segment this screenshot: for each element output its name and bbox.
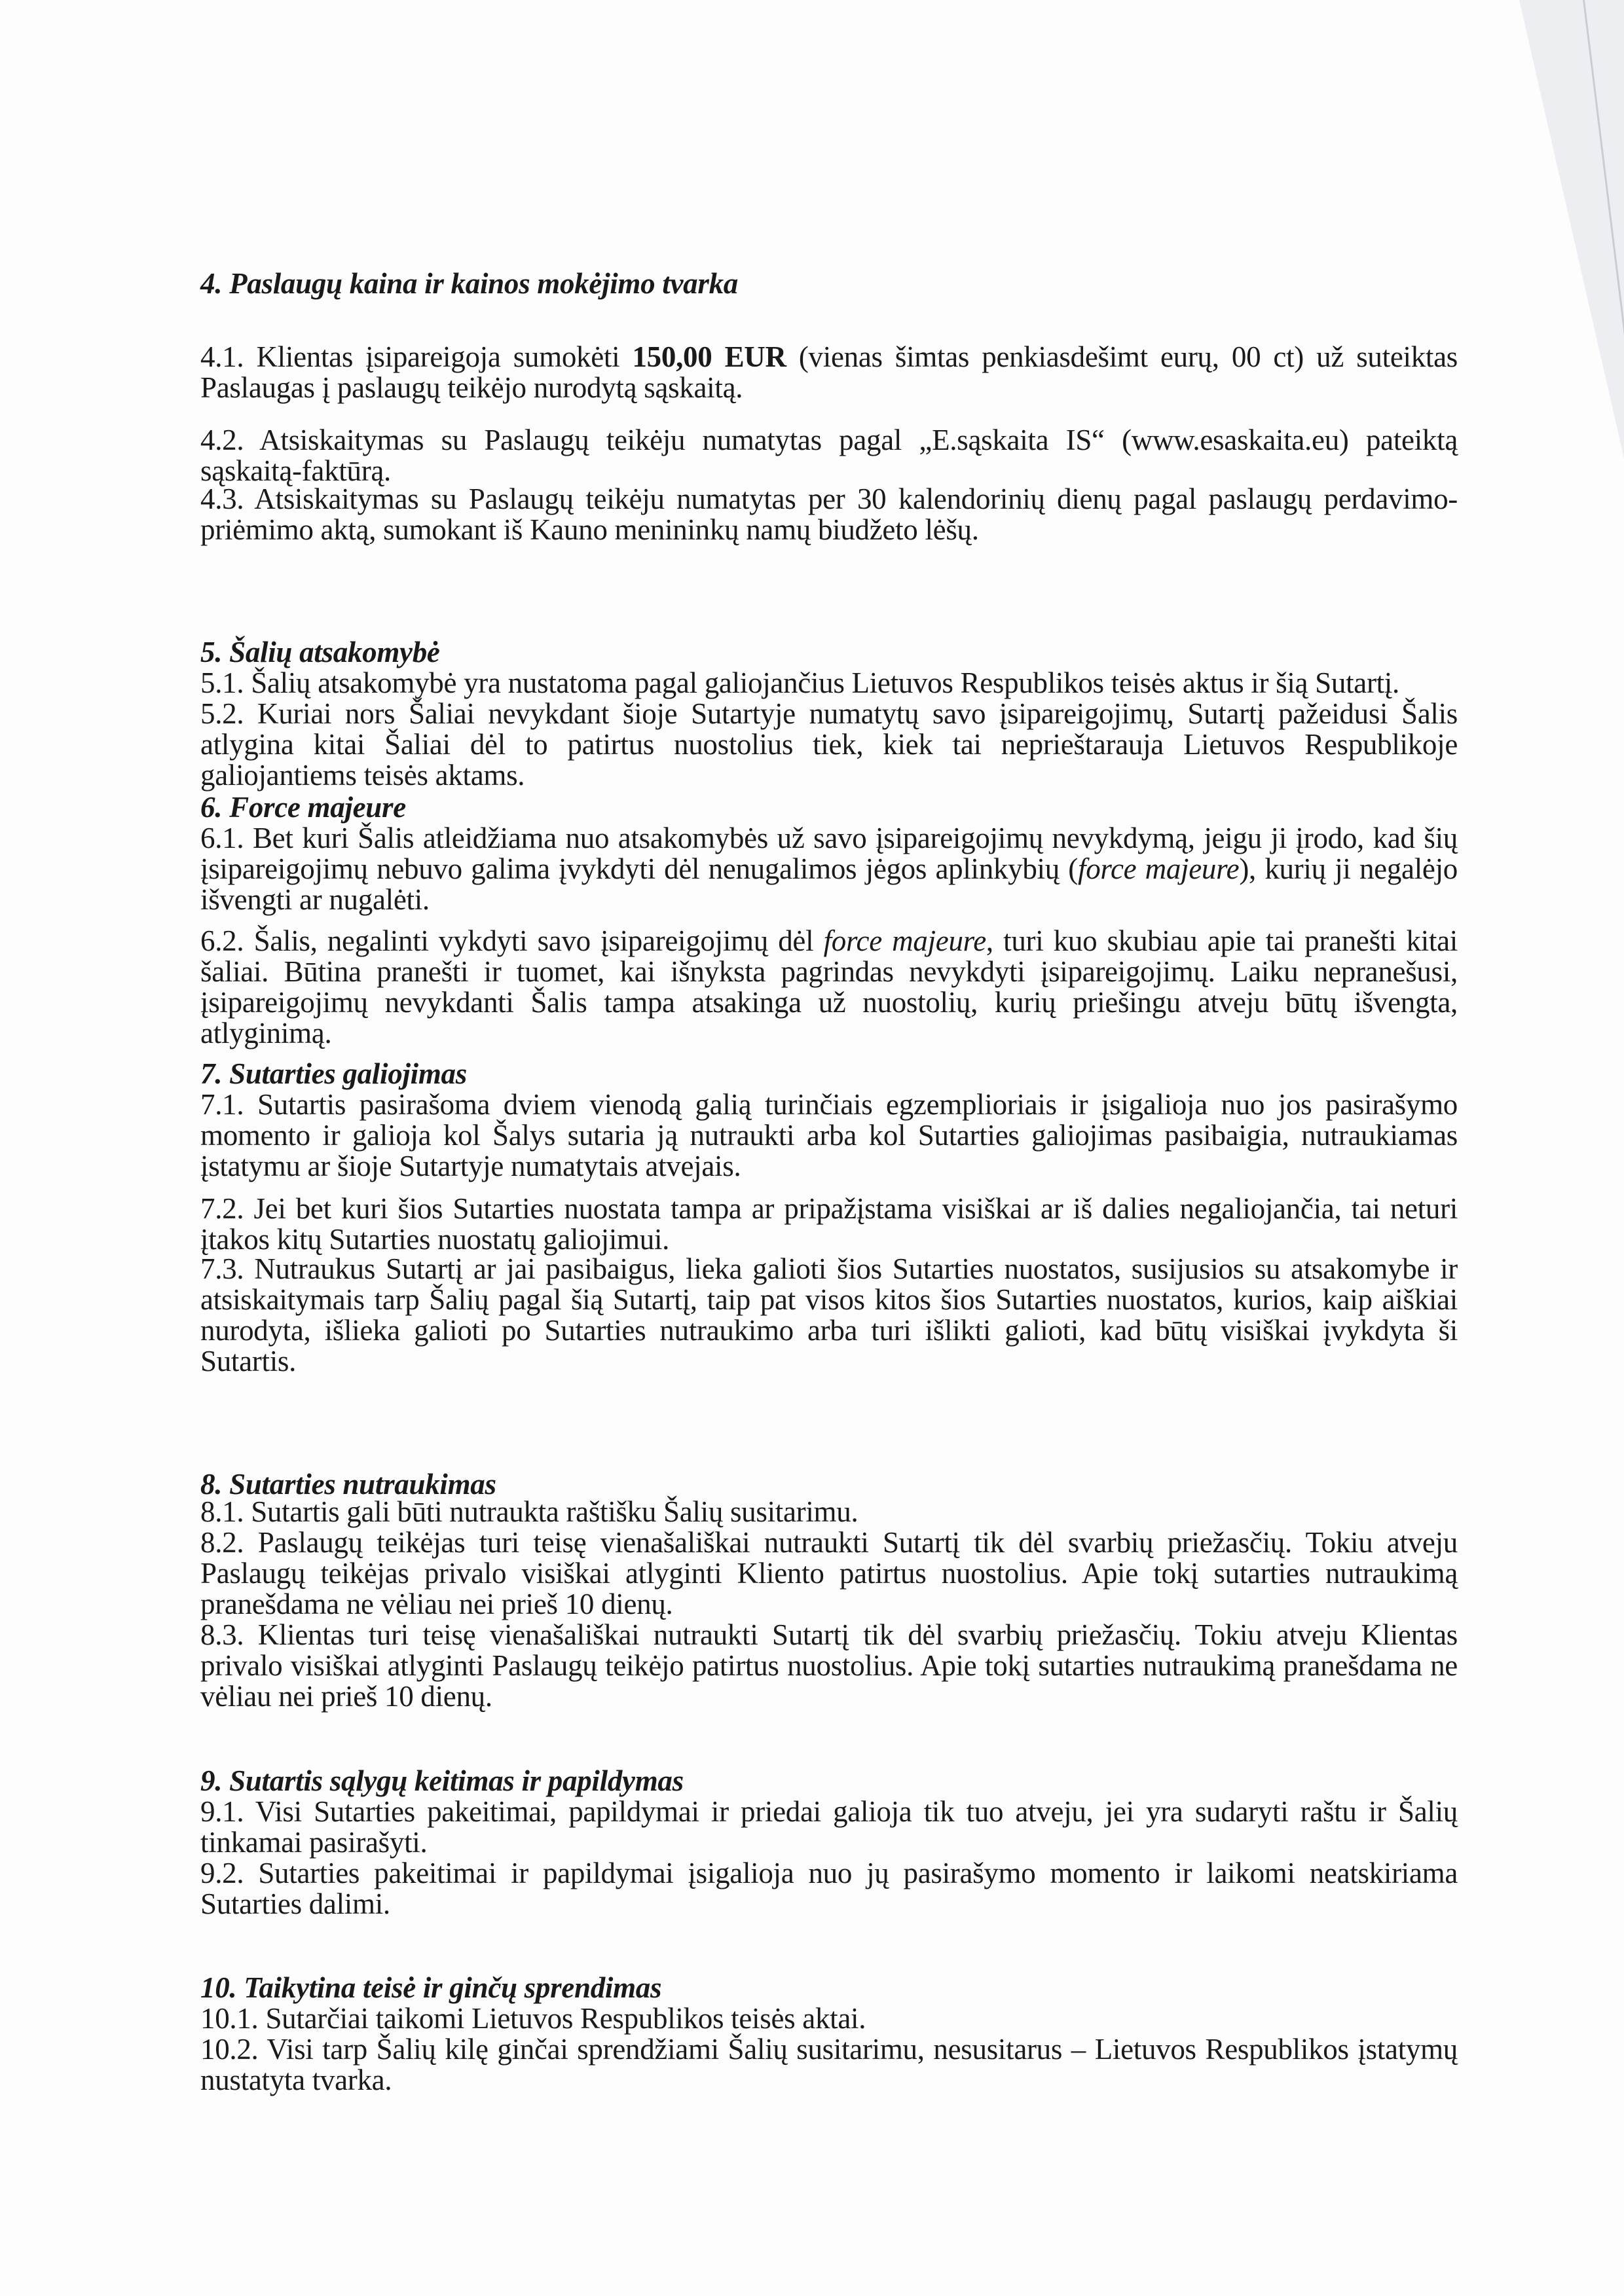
clause-10-1: 10.1. Sutarčiai taikomi Lietuvos Respublikos teisės aktai. — [200, 2002, 866, 2035]
clause-text: (vienas šimtas penkiasdešimt eurų, 00 ct) už suteiktas Paslaugas į paslaugų teikėjo nurodytą sąskaitą. — [200, 340, 1458, 404]
section-6-heading: 6. Force majeure — [200, 791, 406, 824]
clause-8-2: 8.2. Paslaugų teikėjas turi teisę vienašališkai nutraukti Sutartį tik dėl svarbių priežasčių. Tokiu atveju Paslaugų teikėjas privalo visiškai atlyginti Kliento patirtus nuostolius. Apie tokį sutarties nutraukimą pranešdama ne vėliau nei prieš 10 dienų. — [200, 1526, 1458, 1620]
section-10-heading: 10. Taikytina teisė ir ginčų sprendimas — [200, 1971, 662, 2004]
clause-7-3: 7.3. Nutraukus Sutartį ar jai pasibaigus, lieka galioti šios Sutarties nuostatos, susijusios su atsakomybe ir atsiskaitymais tarp Šalių pagal šią Sutartį, taip pat visos kitos šios Sutarties nuostatos, kurios, kaip aiškiai nurodyta, išlieka galioti po Sutarties nutraukimo arba turi išlikti galioti, kad būtų visiškai įvykdyta ši Sutartis. — [200, 1252, 1458, 1377]
clause-text: , turi kuo skubiau apie tai pranešti kitai šaliai. Būtina pranešti ir tuomet, kai išnyksta pagrindas nevykdyti įsipareigojimų. Laiku nepranešusi, įsipareigojimų nevykdanti Šalis tampa atsakinga už nuostolių, kurių priešingu atveju būtų išvengta, atlyginimą. — [200, 924, 1458, 1049]
clause-5-2: 5.2. Kuriai nors Šaliai nevykdant šioje Sutartyje numatytų savo įsipareigojimų, Sutartį pažeidusi Šalis atlygina kitai Šaliai dėl to patirtus nuostolius tiek, kiek tai neprieštarauja Lietuvos Respublikoje galiojantiems teisės aktams. — [200, 697, 1458, 792]
section-7-heading: 7. Sutarties galiojimas — [200, 1057, 467, 1090]
clause-7-1: 7.1. Sutartis pasirašoma dviem vienodą galią turinčiais egzemplioriais ir įsigalioja nuo jos pasirašymo momento ir galioja kol Šalys sutaria ją nutraukti arba kol Sutarties galiojimas pasibaigia, nutraukiamas įstatymu ar šioje Sutartyje numatytais atvejais. — [200, 1088, 1458, 1182]
clause-9-2: 9.2. Sutarties pakeitimai ir papildymai įsigalioja nuo jų pasirašymo momento ir laikomi neatskiriama Sutarties dalimi. — [200, 1857, 1458, 1920]
clause-4-2: 4.2. Atsiskaitymas su Paslaugų teikėju numatytas pagal „E.sąskaita IS“ (www.esaskaita.eu) pateiktą sąskaitą-faktūrą. — [200, 424, 1458, 487]
clause-8-3: 8.3. Klientas turi teisę vienašališkai nutraukti Sutartį tik dėl svarbių priežasčių. Tokiu atveju Klientas privalo visiškai atlyginti Paslaugų teikėjo patirtus nuostolius. Apie tokį sutarties nutraukimą pranešdama ne vėliau nei prieš 10 dienų. — [200, 1618, 1458, 1713]
clause-4-3: 4.3. Atsiskaitymas su Paslaugų teikėju numatytas per 30 kalendorinių dienų pagal paslaugų perdavimo-priėmimo aktą, sumokant iš Kauno menininkų namų biudžeto lėšų. — [200, 483, 1458, 546]
clause-10-2: 10.2. Visi tarp Šalių kilę ginčai sprendžiami Šalių susitarimu, nesusitarus – Lietuvos Respublikos įstatymų nustatyta tvarka. — [200, 2033, 1458, 2096]
clause-text: 6.1. Bet kuri Šalis atleidžiama nuo atsakomybės už savo įsipareigojimų nevykdymą, jeigu ji įrodo, kad šių įsipareigojimų nebuvo galima įvykdyti dėl nenugalimos jėgos aplinkybių ( — [200, 822, 1458, 885]
clause-text: 4.1. Klientas įsipareigoja sumokėti — [200, 340, 633, 373]
clause-emphasis: force majeure — [823, 924, 986, 957]
page-fold-shadow — [1519, 0, 1624, 458]
clause-text: 6.2. Šalis, negalinti vykdyti savo įsipareigojimų dėl — [200, 924, 824, 957]
clause-8-1: 8.1. Sutartis gali būti nutraukta raštišku Šalių susitarimu. — [200, 1495, 858, 1528]
clause-7-2: 7.2. Jei bet kuri šios Sutarties nuostata tampa ar pripažįstama visiškai ar iš dalies negaliojančia, tai neturi įtakos kitų Sutarties nuostatų galiojimui. — [200, 1192, 1458, 1256]
clause-emphasis: force majeure — [1078, 852, 1240, 885]
clause-text: ), kurių ji negalėjo išvengti ar nugalėti. — [200, 852, 1458, 916]
clause-4-1 — [200, 342, 1458, 403]
section-4-heading: 4. Paslaugų kaina ir kainos mokėjimo tvarka — [200, 267, 738, 300]
section-5-heading: 5. Šalių atsakomybė — [200, 636, 440, 668]
section-9-heading: 9. Sutartis sąlygų keitimas ir papildymas — [200, 1764, 684, 1797]
clause-6-2 — [200, 926, 1458, 1049]
price-amount: 150,00 EUR — [632, 340, 786, 373]
clause-9-1: 9.1. Visi Sutarties pakeitimai, papildymai ir priedai galioja tik tuo atveju, jei yra sudaryti raštu ir Šalių tinkamai pasirašyti. — [200, 1795, 1458, 1859]
clause-5-1: 5.1. Šalių atsakomybė yra nustatoma pagal galiojančius Lietuvos Respublikos teisės aktus ir šią Sutartį. — [200, 666, 1399, 699]
clause-6-1 — [200, 823, 1458, 915]
section-8-heading: 8. Sutarties nutraukimas — [200, 1468, 496, 1501]
